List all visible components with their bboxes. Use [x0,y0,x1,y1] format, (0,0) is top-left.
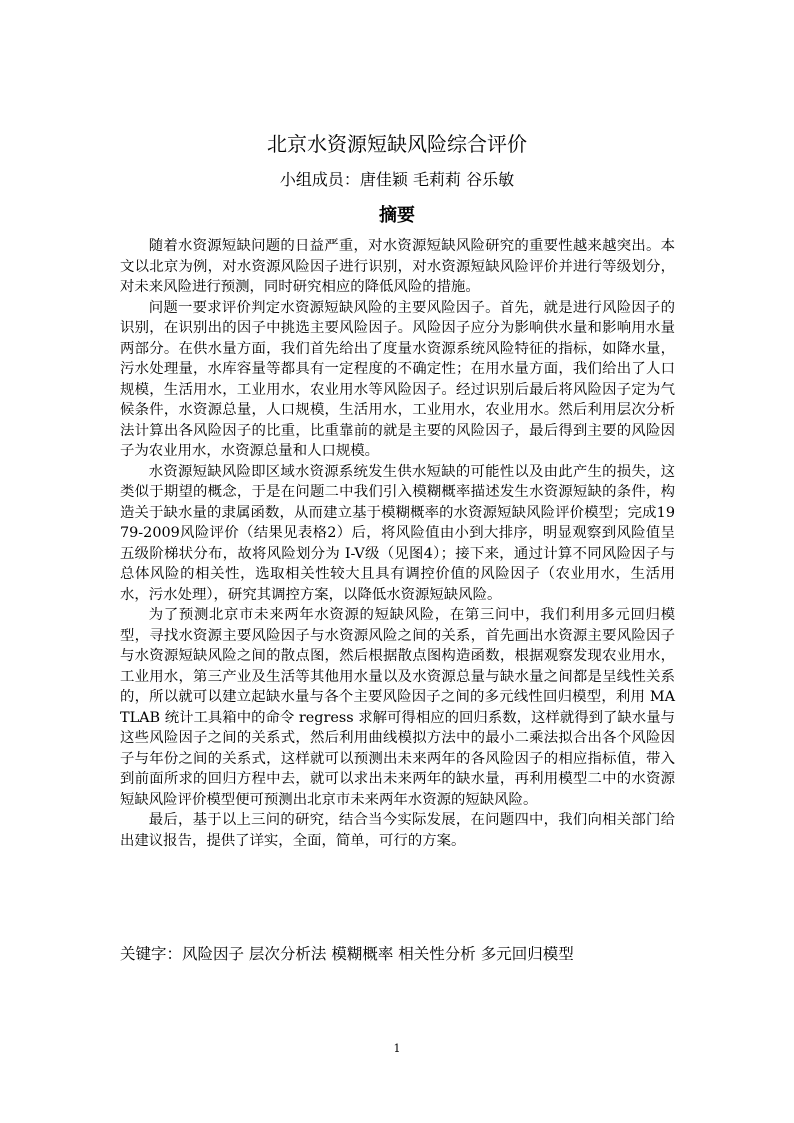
abstract-paragraph: 问题一要求评价判定水资源短缺风险的主要风险因子。首先，就是进行风险因子的识别，在识别出的因子中挑选主要风险因子。风险因子应分为影响供水量和影响用水量两部分。在供水量方面，我们首先给出了度量水资源系统风险特征的指标，如降水量，污水处理量，水库容量等都具有一定程度的不确定性；在用水量方面，我们给出了人口规模，生活用水，工业用水，农业用水等风险因子。经过识别后最后将风险因子定为气候条件，水资源总量，人口规模，生活用水，工业用水，农业用水。然后利用层次分析法计算出各风险因子的比重，比重靠前的就是主要的风险因子，最后得到主要的风险因子为农业用水，水资源总量和人口规模。 [120,299,675,459]
abstract-paragraph: 最后，基于以上三问的研究，结合当今实际发展，在问题四中，我们向相关部门给出建议报告，提供了详实，全面，简单，可行的方案。 [120,812,675,849]
abstract-paragraph: 为了预测北京市未来两年水资源的短缺风险，在第三问中，我们利用多元回归模型，寻找水资源主要风险因子与水资源风险之间的关系，首先画出水资源主要风险因子与水资源短缺风险之间的散点图，然后根据散点图构造函数，根据观察发现农业用水，工业用水，第三产业及生活等其他用水量以及水资源总量与缺水量之间都是呈线性关系的，所以就可以建立起缺水量与各个主要风险因子之间的多元线性回归模型，利用 MATLAB 统计工具箱中的命令 regress 求解可得相应的回归系数，这样就得到了缺水量与这些风险因子之间的关系式，然后利用曲线模拟方法中的最小二乘法拟合出各个风险因子与年份之间的关系式，这样就可以预测出未来两年的各风险因子的相应指标值，带入到前面所求的回归方程中去，就可以求出未来两年的缺水量，再利用模型二中的水资源短缺风险评价模型便可预测出北京市未来两年水资源的短缺风险。 [120,607,675,808]
keywords-line: 关键字：风险因子 层次分析法 模糊概率 相关性分析 多元回归模型 [120,945,574,963]
abstract-paragraph: 水资源短缺风险即区域水资源系统发生供水短缺的可能性以及由此产生的损失，这类似于期望的概念，于是在问题二中我们引入模糊概率描述发生水资源短缺的条件，构造关于缺水量的隶属函数，从而建立基于模糊概率的水资源短缺风险评价模型；完成1979-2009风险评价（结果见表格2）后，将风险值由小到大排序，明显观察到风险值呈五级阶梯状分布，故将风险划分为 I-V级（见图4）；接下来，通过计算不同风险因子与总体风险的相关性，选取相关性较大且具有调控价值的风险因子（农业用水，生活用水，污水处理），研究其调控方案，以降低水资源短缺风险。 [120,463,675,603]
author-list: 小组成员：唐佳颖 毛莉莉 谷乐敏 [279,170,515,189]
abstract-body [120,236,675,851]
paper-title: 北京水资源短缺风险综合评价 [267,132,527,156]
abstract-paragraph: 随着水资源短缺问题的日益严重，对水资源短缺风险研究的重要性越来越突出。本文以北京为例，对水资源风险因子进行识别，对水资源短缺风险评价并进行等级划分，对未来风险进行预测，同时研究相应的降低风险的措施。 [120,238,675,295]
page-number: 1 [393,1042,401,1055]
abstract-heading: 摘要 [379,205,415,226]
